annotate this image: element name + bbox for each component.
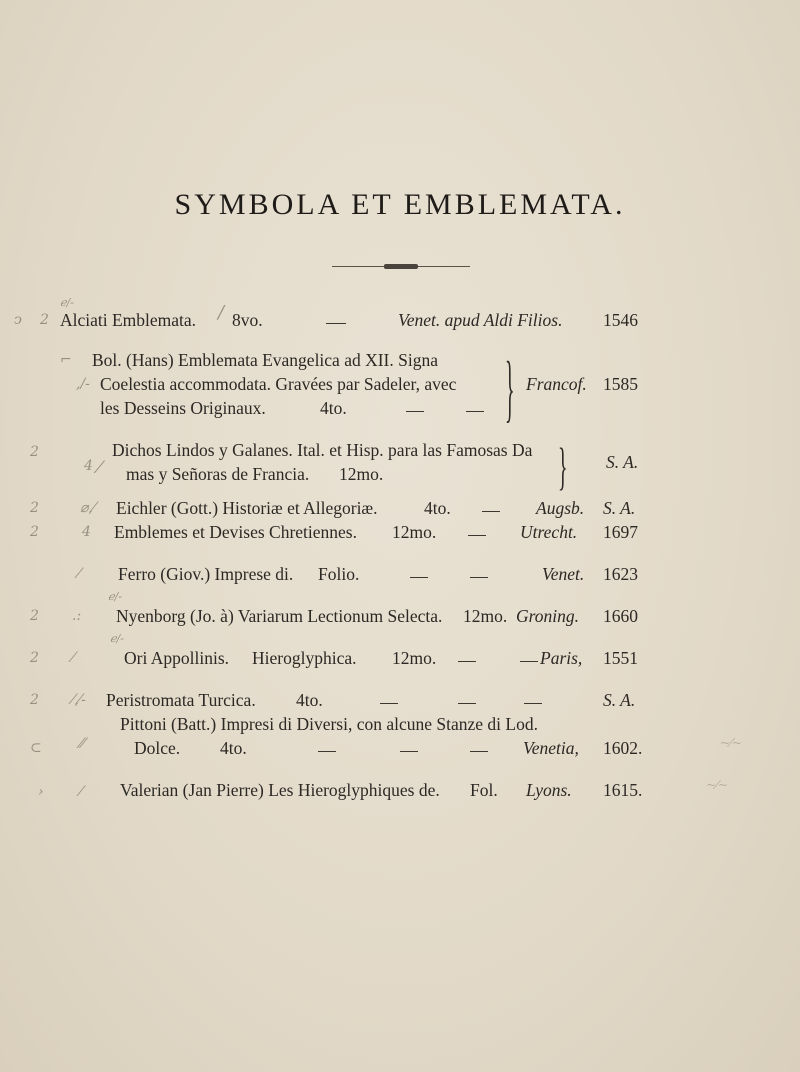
entry-format: Folio. (318, 564, 360, 584)
entry-format: Hieroglyphica. (252, 648, 357, 668)
pencil-mark: ,/- (76, 376, 90, 392)
entry-title: Emblemes et Devises Chretiennes. (114, 522, 357, 542)
entry-place: Venet. apud Aldi Filios. (398, 310, 563, 330)
ditto-dash (470, 751, 488, 752)
pencil-annotation: 2 (30, 650, 39, 666)
pencil-mark: ⁄ (80, 784, 83, 800)
ditto-dash (400, 751, 418, 752)
ditto-dash (318, 751, 336, 752)
ditto-dash (520, 661, 538, 662)
entry-title-cont: Dolce. (134, 738, 181, 758)
entry-title: Peristromata Turcica. (106, 690, 256, 710)
pencil-annotation: 2 (30, 444, 39, 460)
pencil-mark: ℯ/- (108, 590, 122, 603)
entry-year: 1623 (603, 564, 638, 584)
entry-title: Bol. (Hans) Emblemata Evangelica ad XII. Signa (92, 350, 439, 370)
entry-place: Paris, (540, 648, 583, 668)
entry-place: Lyons. (526, 780, 572, 800)
ditto-dash (380, 703, 398, 704)
pencil-annotation: 4 (84, 458, 93, 474)
entry-place: Venetia, (523, 738, 579, 758)
ditto-dash (466, 411, 484, 412)
entry-title: Nyenborg (Jo. à) Variarum Lectionum Selecta. (116, 606, 443, 626)
page-title: SYMBOLA ET EMBLEMATA. (174, 188, 626, 221)
entry-format: 8vo. (232, 310, 263, 330)
entry-year: 1546 (603, 310, 638, 330)
entry-year: S. A. (603, 498, 636, 518)
entry-title: Alciati Emblemata. (60, 310, 197, 330)
entry-year: S. A. (606, 452, 639, 472)
pencil-mark: ⁄ (98, 458, 101, 478)
entry-format: 4to. (320, 398, 347, 418)
entry-title: Dichos Lindos y Galanes. Ital. et Hisp. para las Famosas Da (112, 440, 533, 460)
entry-place: Groning. (516, 606, 580, 626)
bracket: } (505, 345, 515, 430)
ditto-dash (406, 411, 424, 412)
pencil-annotation: 4 (82, 524, 91, 540)
entry-title: Ori Appollinis. (124, 648, 230, 668)
pencil-mark: › (38, 784, 44, 800)
entry-title-cont: mas y Señoras de Francia. (126, 464, 310, 484)
entry-place: Augsb. (536, 498, 585, 518)
pencil-annotation: 2 (40, 312, 49, 328)
ditto-dash (326, 323, 346, 324)
pencil-annotation: 2 (30, 500, 39, 516)
pencil-mark: ⌀,⁄ (80, 500, 96, 516)
entry-place: Francof. (526, 374, 587, 394)
entry-format: Fol. (470, 780, 498, 800)
ditto-dash (470, 577, 488, 578)
pencil-mark: ℯ/- (110, 632, 124, 645)
pencil-scribble: ~⁄~ (720, 736, 743, 750)
entry-year: 1615. (603, 780, 643, 800)
entry-year: 1551 (603, 648, 638, 668)
entry-format: 12mo. (392, 522, 437, 542)
entry-format-size: 12mo. (392, 648, 437, 668)
entry-title: Eichler (Gott.) Historiæ et Allegoriæ. (116, 498, 378, 518)
decorative-rule (332, 264, 470, 269)
entry-year: 1602. (603, 738, 643, 758)
pencil-mark: ⁄⁄ (80, 736, 85, 752)
pencil-mark: ↄ (14, 312, 22, 328)
pencil-mark: / (218, 302, 225, 323)
pencil-annotation: 2 (30, 692, 39, 708)
ditto-dash (410, 577, 428, 578)
entry-format: 12mo. (339, 464, 384, 484)
entry-year: 1697 (603, 522, 638, 542)
pencil-mark: ⁄ (72, 650, 75, 666)
entry-year: S. A. (603, 690, 636, 710)
entry-format: 4to. (296, 690, 323, 710)
pencil-annotation: 2 (30, 608, 39, 624)
entry-format: 4to. (424, 498, 451, 518)
pencil-mark: .: (72, 608, 82, 624)
ditto-dash (458, 661, 476, 662)
pencil-scribble: ~⁄~ (706, 778, 729, 792)
pencil-mark: ⁄,⁄- (72, 692, 86, 708)
entry-title: Pittoni (Batt.) Impresi di Diversi, con alcune Stanze di Lod. (120, 714, 538, 734)
entry-title-cont: les Desseins Originaux. (100, 398, 266, 418)
pencil-mark: ⊂ (30, 740, 42, 756)
entry-title: Ferro (Giov.) Imprese di. (118, 564, 294, 584)
ditto-dash (482, 511, 500, 512)
pencil-mark: ⌐ (60, 352, 72, 368)
ditto-dash (468, 535, 486, 536)
entry-place: Utrecht. (520, 522, 578, 542)
ditto-dash (458, 703, 476, 704)
entry-year: 1660 (603, 606, 638, 626)
entry-year: 1585 (603, 374, 638, 394)
ditto-dash (524, 703, 542, 704)
bracket: } (558, 437, 568, 496)
pencil-mark: ℯ/- (60, 296, 74, 309)
entry-format: 12mo. (463, 606, 508, 626)
pencil-mark: ⁄ (78, 566, 81, 582)
entry-title: Valerian (Jan Pierre) Les Hieroglyphiques de. (120, 780, 440, 800)
entry-title-cont: Coelestia accommodata. Gravées par Sadeler, avec (100, 374, 457, 394)
entry-format: 4to. (220, 738, 247, 758)
pencil-annotation: 2 (30, 524, 39, 540)
entry-place: Venet. (542, 564, 585, 584)
